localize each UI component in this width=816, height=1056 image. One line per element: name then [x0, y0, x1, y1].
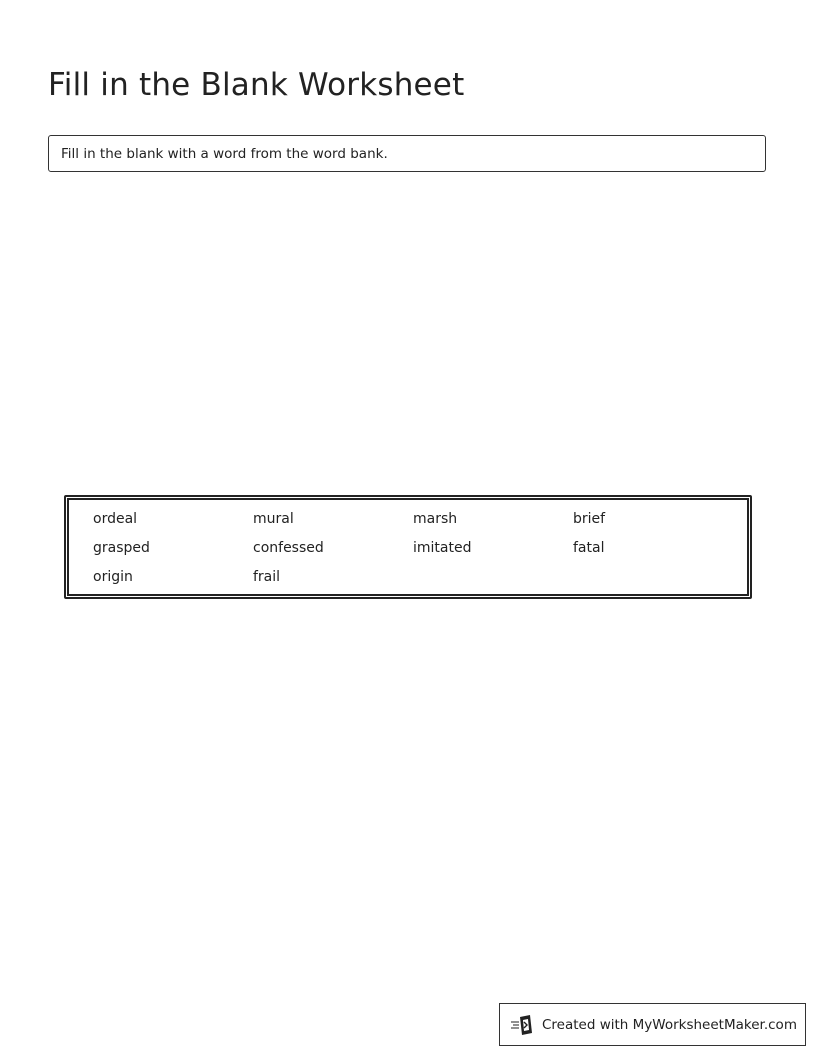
footer-text[interactable]: Created with MyWorksheetMaker.com: [542, 1016, 797, 1033]
word-bank: [64, 495, 752, 599]
word-bank-item: origin: [93, 569, 133, 585]
word-bank-item: fatal: [573, 540, 605, 556]
instructions-text: Fill in the blank with a word from the word bank.: [61, 146, 388, 162]
word-bank-item: mural: [253, 511, 294, 527]
word-bank-item: confessed: [253, 540, 324, 556]
word-bank-grid: [93, 509, 733, 596]
word-bank-item: imitated: [413, 540, 472, 556]
word-bank-item: brief: [573, 511, 606, 527]
myworksheetmaker-logo-icon: [510, 1013, 536, 1037]
word-bank-item: grasped: [93, 540, 150, 556]
word-bank-item: ordeal: [93, 511, 138, 527]
word-bank-item: frail: [253, 569, 281, 585]
created-with-badge[interactable]: [499, 1003, 806, 1046]
page-title: Fill in the Blank Worksheet: [48, 66, 465, 103]
instructions-box: [48, 135, 766, 172]
word-bank-item: marsh: [413, 511, 458, 527]
